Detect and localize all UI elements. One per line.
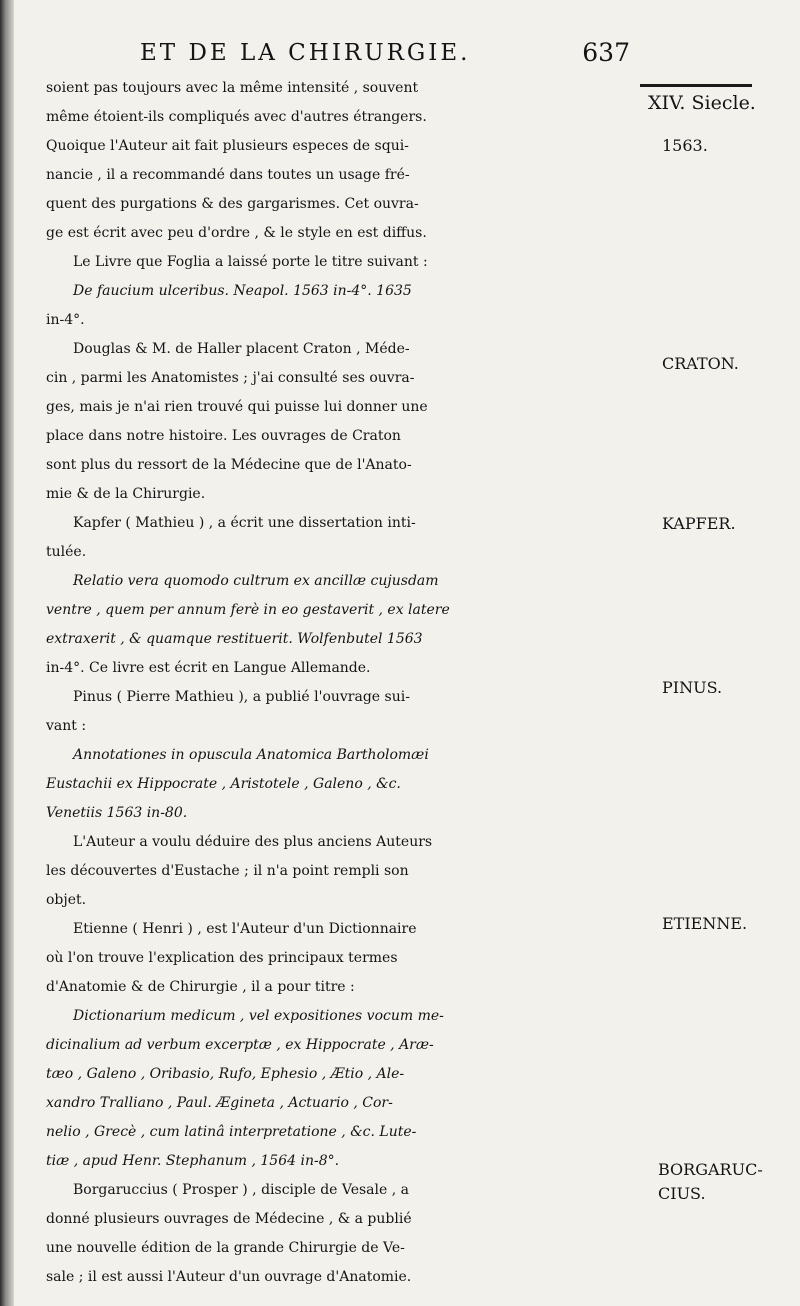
text-line: d'Anatomie & de Chirurgie , il a pour titre : [46,979,355,995]
text-line: tæo , Galeno , Oribasio, Rufo, Ephesio , Ætio , Ale- [46,1066,405,1082]
text-line: tulée. [46,544,87,560]
text-line: même étoient-ils compliqués avec d'autres étrangers. [46,109,427,125]
text-line: extraxerit , & quamque restituerit. Wolfenbutel 1563 [46,631,423,647]
margin-note-borgaruccius-2: CIUS. [658,1184,706,1203]
text-line: sont plus du ressort de la Médecine que de l'Anato- [46,457,412,473]
text-line: Borgaruccius ( Prosper ) , disciple de Vesale , a [73,1182,409,1198]
running-title: ET DE LA CHIRURGIE. [140,40,471,66]
text-line: tiæ , apud Henr. Stephanum , 1564 in-8°. [46,1153,340,1169]
text-line: une nouvelle édition de la grande Chirurgie de Ve- [46,1240,405,1256]
text-line: Etienne ( Henri ) , est l'Auteur d'un Dictionnaire [73,921,417,937]
text-line: L'Auteur a voulu déduire des plus anciens Auteurs [73,834,433,850]
text-line: Kapfer ( Mathieu ) , a écrit une dissertation inti- [73,515,416,531]
text-line: sale ; il est aussi l'Auteur d'un ouvrage d'Anatomie. [46,1269,412,1285]
text-line: in-4°. Ce livre est écrit en Langue Allemande. [46,660,371,676]
text-line: donné plusieurs ouvrages de Médecine , & a publié [46,1211,412,1227]
page-body-text [46,74,646,1292]
text-line: objet. [46,892,87,908]
text-line: Relatio vera quomodo cultrum ex ancillæ cujusdam [73,573,439,589]
margin-note-year: 1563. [662,136,708,155]
margin-note-kapfer: KAPFER. [662,514,736,533]
margin-note-pinus: PINUS. [662,678,723,697]
text-line: in-4°. [46,312,85,328]
margin-note-borgaruccius-1: BORGARUC- [658,1160,763,1179]
text-line: nancie , il a recommandé dans toutes un usage fré- [46,167,410,183]
text-line: ge est écrit avec peu d'ordre , & le style en est diffus. [46,225,427,241]
text-line: Eustachii ex Hippocrate , Aristotele , Galeno , &c. [46,776,401,792]
text-line: Annotationes in opuscula Anatomica Bartholomæi [73,747,429,763]
margin-note-craton: CRATON. [662,354,739,373]
text-line: xandro Tralliano , Paul. Ægineta , Actuario , Cor- [46,1095,393,1111]
text-line: Venetiis 1563 in-80. [46,805,188,821]
text-line: Douglas & M. de Haller placent Craton , Méde- [73,341,410,357]
text-line: Le Livre que Foglia a laissé porte le titre suivant : [73,254,428,270]
text-line: où l'on trouve l'explication des principaux termes [46,950,398,966]
text-line: ges, mais je n'ai rien trouvé qui puisse lui donner une [46,399,428,415]
text-line: les découvertes d'Eustache ; il n'a point rempli son [46,863,409,879]
text-line: cin , parmi les Anatomistes ; j'ai consulté ses ouvra- [46,370,415,386]
margin-note-century: XIV. Siecle. [648,92,756,114]
text-line: nelio , Grecè , cum latinâ interpretatione , &c. Lute- [46,1124,417,1140]
text-line: vant : [46,718,87,734]
text-line: quent des purgations & des gargarismes. Cet ouvra- [46,196,419,212]
text-line: dicinalium ad verbum excerptæ , ex Hippocrate , Aræ- [46,1037,434,1053]
text-line: mie & de la Chirurgie. [46,486,206,502]
text-line: De faucium ulceribus. Neapol. 1563 in-4°. 1635 [73,283,412,299]
margin-rule [640,84,752,87]
margin-note-etienne: ETIENNE. [662,914,748,933]
text-line: place dans notre histoire. Les ouvrages de Craton [46,428,401,444]
page-header [140,36,640,72]
text-line: Quoique l'Auteur ait fait plusieurs especes de squi- [46,138,409,154]
text-line: ventre , quem per annum ferè in eo gestaverit , ex latere [46,602,450,618]
text-line: Dictionarium medicum , vel expositiones vocum me- [73,1008,444,1024]
text-line: soient pas toujours avec la même intensité , souvent [46,80,419,96]
page-binding-edge [0,0,14,1306]
text-line: Pinus ( Pierre Mathieu ), a publié l'ouvrage sui- [73,689,410,705]
page-number: 637 [582,38,630,67]
